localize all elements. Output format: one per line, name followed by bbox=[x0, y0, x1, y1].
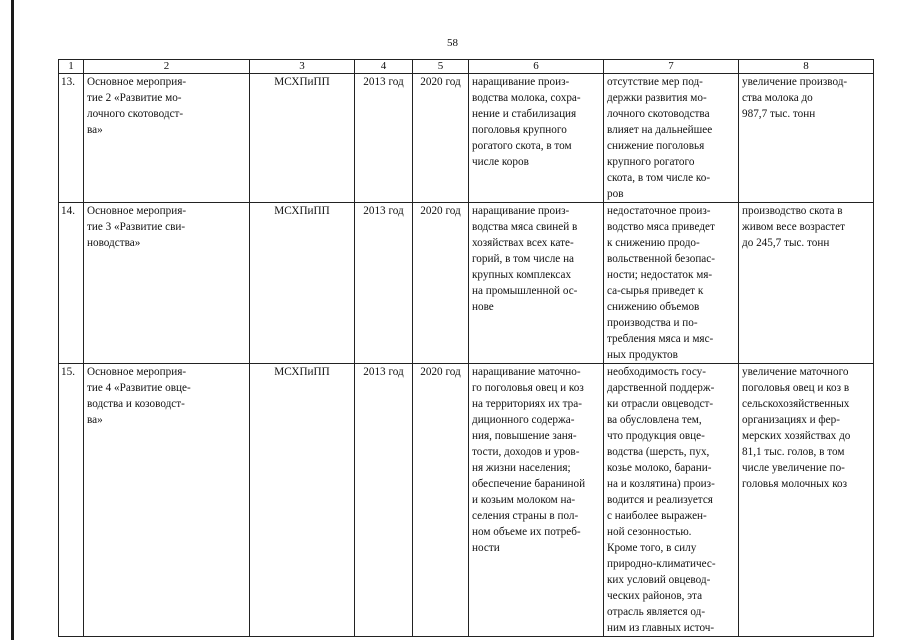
column-header: 8 bbox=[739, 60, 874, 74]
start-year-cell: 2013 год bbox=[355, 364, 413, 637]
column-header: 7 bbox=[604, 60, 739, 74]
end-year-cell: 2020 год bbox=[413, 74, 469, 203]
consequences-cell: необходимость госу- дарственной поддерж- ки отрасли овцеводст- ва обусловлена тем, что продукция овце- водства (шерсть, пух, козье молоко, барани- на и козлятина) произ- водится и реализуется с наиболее выражен- ной сезонностью. Кроме того, в силу природно-климатичес- ких условий овцевод- ческих районов, эта отрасль является од- ним из главных источ- bbox=[604, 364, 739, 637]
executor-cell: МСХПиПП bbox=[250, 74, 355, 203]
measure-name: Основное мероприя- тие 2 «Развитие мо- лочного скотоводст- ва» bbox=[84, 74, 250, 203]
executor-cell: МСХПиПП bbox=[250, 364, 355, 637]
row-number: 14. bbox=[59, 203, 84, 364]
start-year-cell: 2013 год bbox=[355, 203, 413, 364]
measure-name: Основное мероприя- тие 3 «Развитие сви- новодства» bbox=[84, 203, 250, 364]
column-header: 1 bbox=[59, 60, 84, 74]
table-header-row bbox=[59, 60, 874, 74]
table-row bbox=[59, 74, 874, 203]
binding-edge-line bbox=[11, 0, 14, 640]
page-number: 58 bbox=[447, 37, 458, 49]
column-header: 5 bbox=[413, 60, 469, 74]
indicator-cell: производство скота в живом весе возрастет до 245,7 тыс. тонн bbox=[739, 203, 874, 364]
column-header: 6 bbox=[469, 60, 604, 74]
indicator-cell: увеличение производ- ства молока до 987,7 тыс. тонн bbox=[739, 74, 874, 203]
expected-result-cell: наращивание маточно- го поголовья овец и коз на территориях их тра- диционного содержа- ния, повышение заня- тости, доходов и уров- ня жизни населения; обеспечение бараниной и козьим молоком на- селения страны в пол- ном объеме их потреб- ности bbox=[469, 364, 604, 637]
consequences-cell: недостаточное произ- водство мяса приведет к снижению продо- вольственной безопас- ности; недостаток мя- са-сырья приведет к снижению объемов производства и по- требления мяса и мяс- ных продуктов bbox=[604, 203, 739, 364]
column-header: 4 bbox=[355, 60, 413, 74]
expected-result-cell: наращивание произ- водства молока, сохра- нение и стабилизация поголовья крупного рогатого скота, в том числе коров bbox=[469, 74, 604, 203]
end-year-cell: 2020 год bbox=[413, 364, 469, 637]
column-header: 2 bbox=[84, 60, 250, 74]
consequences-cell: отсутствие мер под- держки развития мо- лочного скотоводства влияет на дальнейшее снижение поголовья крупного рогатого скота, в том числе ко- ров bbox=[604, 74, 739, 203]
measures-table bbox=[58, 59, 874, 637]
measure-name: Основное мероприя- тие 4 «Развитие овце- водства и козоводст- ва» bbox=[84, 364, 250, 637]
indicator-cell: увеличение маточного поголовья овец и коз в сельскохозяйственных организациях и фер- мерских хозяйствах до 81,1 тыс. голов, в том числе увеличение по- головья молочных коз bbox=[739, 364, 874, 637]
row-number: 15. bbox=[59, 364, 84, 637]
end-year-cell: 2020 год bbox=[413, 203, 469, 364]
column-header: 3 bbox=[250, 60, 355, 74]
row-number: 13. bbox=[59, 74, 84, 203]
expected-result-cell: наращивание произ- водства мяса свиней в хозяйствах всех кате- горий, в том числе на крупных комплексах на промышленной ос- нове bbox=[469, 203, 604, 364]
table-row bbox=[59, 364, 874, 637]
executor-cell: МСХПиПП bbox=[250, 203, 355, 364]
start-year-cell: 2013 год bbox=[355, 74, 413, 203]
table-row bbox=[59, 203, 874, 364]
